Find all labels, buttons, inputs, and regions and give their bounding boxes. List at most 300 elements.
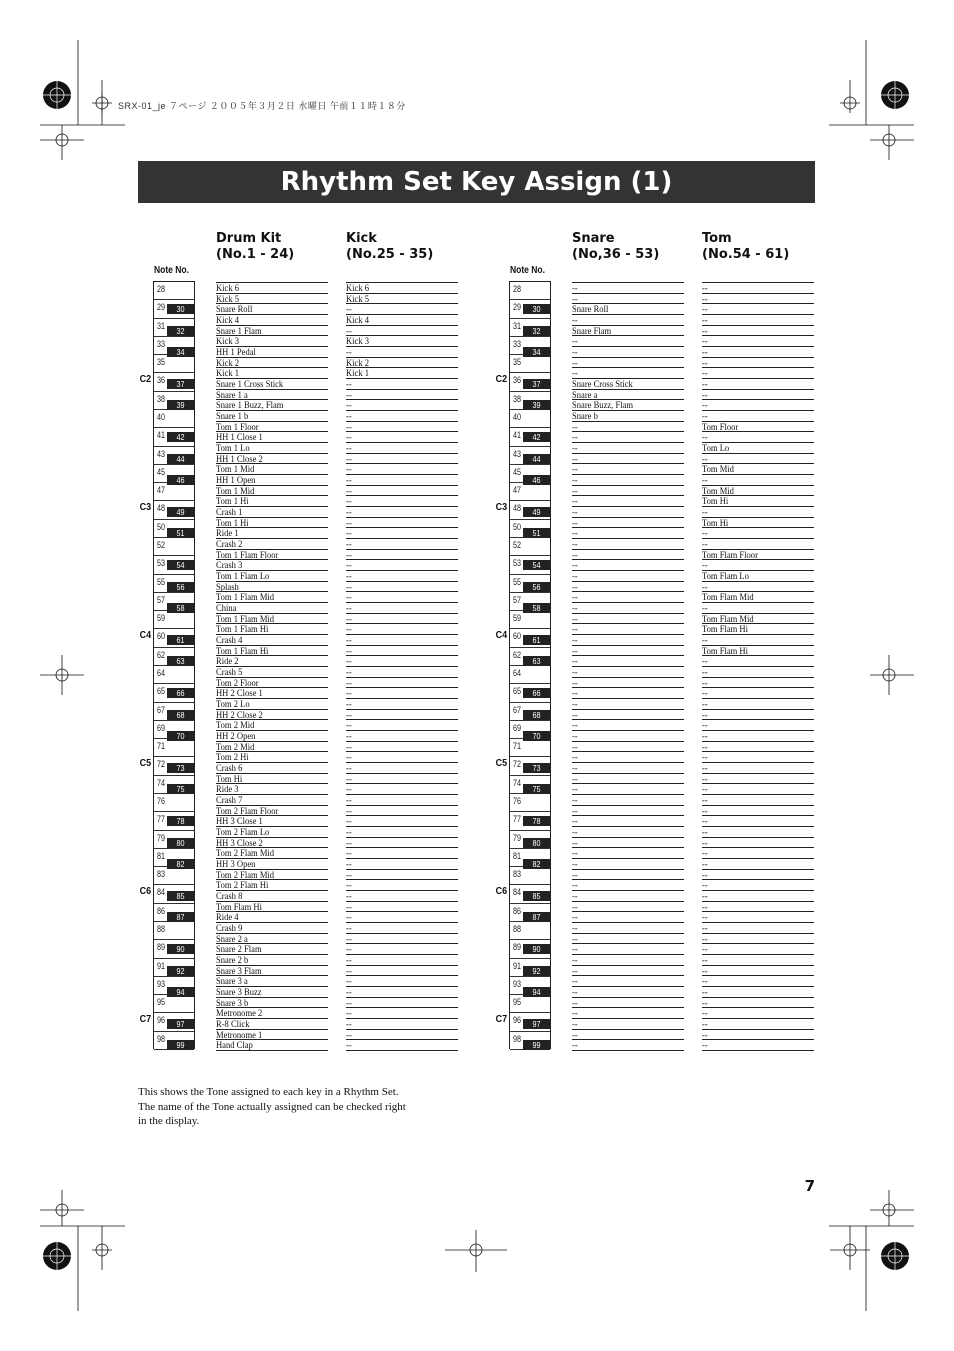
white-key-label: 72 [513,759,522,770]
assign-entry-text: -- [346,869,352,880]
assign-entry-text: Tom 2 Hi [216,752,249,762]
assign-entry [216,570,328,581]
assign-entry [702,570,814,581]
white-key-label: 91 [513,960,522,971]
black-key-label: 75 [176,784,185,795]
white-key-label: 93 [157,978,166,989]
assign-entry-text: -- [572,645,578,656]
assign-entry-text: -- [346,944,352,954]
keyboard-left [153,281,195,1049]
assign-entry [346,581,458,592]
assign-entry-text: -- [346,997,352,1008]
white-key-label: 41 [157,430,166,441]
black-key [523,987,550,997]
black-key-label: 94 [532,986,541,997]
assign-entry [702,783,814,794]
assign-entry-text: -- [702,987,708,997]
assign-entry-text: Ride 2 [216,656,239,666]
assign-entry-text: -- [346,379,352,389]
white-key-label: 76 [513,796,522,806]
assign-entry-text: -- [572,699,578,709]
assign-entry-text: -- [702,1040,708,1050]
assign-entry [702,997,814,1008]
assign-entry [216,581,328,592]
assign-entry [216,890,328,901]
assign-entry-text: -- [702,453,708,464]
assign-entry-text: -- [702,827,708,837]
black-key-label: 68 [176,709,185,720]
assign-entry-text: Tom 1 Flam Hi [216,624,269,634]
assign-entry-text: -- [702,731,708,741]
assign-entry-text: -- [572,667,578,677]
assign-entry-text: -- [572,517,578,528]
assign-entry-text: Tom Lo [702,443,730,453]
black-key [167,507,194,517]
assign-entry [572,890,684,901]
assign-entry [346,335,458,346]
assign-entry [216,453,328,464]
white-key-label: 48 [513,503,522,514]
assign-entry-text: -- [572,549,578,560]
white-key-label: 36 [513,375,522,386]
black-key-label: 85 [532,890,541,901]
assign-entry [572,933,684,944]
white-key [510,922,550,940]
assign-entry [216,463,328,474]
assign-entry-text: HH 3 Close 2 [216,837,263,848]
assign-entry [702,559,814,570]
assign-entry-text: Crash 8 [216,891,243,901]
column-end-rule [572,1050,684,1051]
assign-entry [346,879,458,890]
assign-entry [572,666,684,677]
white-key [154,538,194,556]
assign-entry [572,794,684,805]
assign-entry [572,303,684,314]
assign-entry [346,858,458,869]
assign-entry [702,655,814,666]
assign-entry-text: -- [702,635,708,645]
assign-entry [572,943,684,954]
black-key [523,400,550,410]
assign-entry-text: -- [572,784,578,794]
assign-entry-text: -- [572,677,578,688]
assign-entry-text: Crash 6 [216,763,243,773]
assign-entry-text: Ride 3 [216,784,239,794]
assign-entry-text: -- [346,389,352,400]
assign-entry [346,282,458,293]
assign-entry [216,901,328,912]
black-key-label: 42 [176,432,185,443]
note-no-label-right: Note No. [510,265,545,276]
assign-entry-text: HH 3 Open [216,859,256,869]
white-key-label: 57 [513,594,522,605]
black-key [523,763,550,773]
assign-entry [346,506,458,517]
assign-entry [346,655,458,666]
assign-entry [216,858,328,869]
assign-entry [702,346,814,357]
column-header-drum-kit: Drum Kit (No.1 - 24) [216,231,295,262]
assign-entry-text: -- [702,741,708,752]
assign-entry-text: -- [572,603,578,613]
assign-entry-text: -- [346,571,352,581]
assign-entry-text: -- [702,411,708,421]
assign-entry-text: Tom Flam Mid [702,613,754,624]
black-key [167,731,194,741]
assign-entry [702,581,814,592]
assign-entry-text: -- [346,411,352,421]
white-key-label: 89 [513,942,522,953]
black-key-label: 58 [532,602,541,613]
assign-entry-text: -- [702,923,708,933]
assign-entry-text: Tom 2 Lo [216,699,250,709]
assign-entry [346,485,458,496]
black-key [523,784,550,794]
assign-entry [346,410,458,421]
white-key-label: 76 [157,796,166,806]
assign-entry-text: Tom Flam Mid [702,592,754,602]
black-key [167,347,194,357]
assign-entry [346,911,458,922]
assign-entry-text: Snare a [572,389,598,400]
assign-entry [216,549,328,560]
black-key [523,347,550,357]
assign-entry-text: Snare 1 Flam [216,325,262,336]
black-key-label: 49 [532,506,541,517]
white-key [154,995,194,1013]
assign-entry-text: -- [702,560,708,570]
black-key [167,1019,194,1029]
assign-entry [216,389,328,400]
assign-entry-text: -- [702,336,708,346]
assign-entry [216,751,328,762]
assign-entry-text: Tom 2 Flam Hi [216,880,269,890]
black-key-label: 99 [532,1040,541,1051]
assign-entry [572,410,684,421]
assign-entry [346,623,458,634]
assign-entry-text: -- [572,368,578,378]
assign-entry-text: -- [702,539,708,549]
assign-entry [702,623,814,634]
assign-entry [702,527,814,538]
white-key-label: 83 [157,869,166,880]
white-key [510,867,550,885]
assign-entry-text: -- [346,485,352,496]
assign-entry-text: -- [572,816,578,826]
assign-entry-text: -- [702,891,708,901]
assign-entry [346,687,458,698]
assign-entry [572,869,684,880]
black-key [167,326,194,336]
black-key [167,656,194,666]
assign-entry [572,751,684,762]
assign-entry-text: -- [346,464,352,474]
assign-entry [216,282,328,293]
assign-entry-text: -- [346,517,352,528]
assign-entry [572,367,684,378]
assign-entry [216,346,328,357]
assign-entry [702,805,814,816]
white-key-label: 64 [157,668,166,678]
black-key-label: 49 [176,506,185,517]
assign-entry [702,293,814,304]
white-key-label: 47 [513,485,522,496]
assign-entry [346,517,458,528]
white-key-label: 89 [157,942,166,953]
assign-entry-text: Snare 3 b [216,997,249,1008]
assign-entry [216,303,328,314]
white-key-label: 50 [513,521,522,532]
white-key-label: 55 [157,576,166,587]
white-key [154,794,194,812]
white-key-label: 88 [157,924,166,934]
assign-entry-text: -- [346,923,352,933]
assign-entry [216,1039,328,1050]
assign-entry-text: -- [346,688,352,698]
black-key [523,656,550,666]
white-key-label: 72 [157,759,166,770]
black-key [523,944,550,954]
assign-entry [216,442,328,453]
assign-entry-text: -- [346,549,352,560]
column-header-tom: Tom (No.54 - 61) [702,231,790,262]
assign-entry [216,495,328,506]
white-key-label: 95 [157,997,166,1008]
black-key [523,1040,550,1050]
assign-entry [572,815,684,826]
assign-entry [216,506,328,517]
assign-entry-text: -- [572,496,578,506]
assign-entry [216,538,328,549]
assign-entry [702,954,814,965]
assign-entry [702,773,814,784]
assign-entry [572,517,684,528]
assign-entry-text: Snare 2 b [216,955,249,965]
black-key [523,560,550,570]
assign-entry [346,325,458,336]
assign-entry-text: -- [572,507,578,517]
black-key-label: 94 [176,986,185,997]
assign-entry [216,517,328,528]
assign-entry-text: -- [572,688,578,698]
assign-entry-text: -- [346,891,352,901]
assign-entry [346,357,458,368]
assign-entry [572,431,684,442]
black-key-label: 80 [176,837,185,848]
assign-entry [572,527,684,538]
assign-entry [346,922,458,933]
assign-entry [702,762,814,773]
assign-entry [346,591,458,602]
white-key-label: 67 [157,704,166,715]
assign-entry [216,943,328,954]
assign-entry [216,666,328,677]
black-key-label: 37 [532,378,541,389]
octave-label: C3 [139,502,152,514]
assign-entry [572,687,684,698]
assign-entry-text: Tom Hi [702,496,729,506]
white-key-label: 45 [157,466,166,477]
black-key [167,784,194,794]
assign-entry [572,399,684,410]
white-key-label: 47 [157,485,166,496]
black-key-label: 90 [176,944,185,955]
assign-entry [572,421,684,432]
assign-entry [702,677,814,688]
assign-entry-text: -- [572,315,578,325]
black-key-label: 32 [532,325,541,336]
black-key [167,560,194,570]
black-key [167,304,194,314]
assign-entry-text: -- [702,955,708,965]
assign-entry [572,773,684,784]
assign-entry [572,346,684,357]
white-key-label: 33 [157,338,166,349]
assign-entry [216,367,328,378]
assign-entry [702,794,814,805]
assign-entry [216,1018,328,1029]
assign-entry-text: -- [702,816,708,826]
assign-entry-text: -- [572,944,578,954]
assign-entry-text: -- [346,400,352,410]
assign-entry [216,794,328,805]
black-key-label: 70 [176,730,185,741]
assign-entry-text: Tom 1 Mid [216,464,255,474]
black-key-label: 73 [176,762,185,773]
assign-entry [572,805,684,816]
assign-entry-text: -- [702,848,708,858]
assign-entry [346,730,458,741]
white-key [510,282,550,300]
assign-entry [346,666,458,677]
black-key [167,816,194,826]
assign-entry [346,762,458,773]
white-key-label: 69 [513,722,522,733]
assign-entry-text: Kick 5 [346,293,370,304]
assign-entry [346,634,458,645]
assign-entry [572,453,684,464]
assign-entry-text: -- [702,379,708,389]
assign-entry [346,709,458,720]
assign-entry [216,773,328,784]
assign-entry [572,677,684,688]
assign-entry-text: Crash 1 [216,507,243,517]
assign-entry [702,847,814,858]
white-key-label: 62 [513,649,522,660]
black-key-label: 68 [532,709,541,720]
assign-entry [572,954,684,965]
assign-entry-text: -- [346,443,352,453]
assign-entry-text: -- [702,912,708,922]
assign-entry [572,442,684,453]
assign-entry-text: Kick 1 [216,368,240,378]
assign-entry [702,986,814,997]
assign-entry [702,698,814,709]
assign-entry [216,602,328,613]
black-key-label: 87 [532,912,541,923]
white-key-label: 60 [157,631,166,642]
white-key-label: 31 [157,320,166,331]
black-key-label: 97 [176,1018,185,1029]
black-key-label: 78 [176,816,185,827]
assign-entry [572,474,684,485]
assign-entry-text: Snare Buzz, Flam [572,400,634,410]
black-key-label: 51 [176,528,185,539]
white-key-label: 96 [157,1015,166,1026]
assign-entry-text: -- [572,901,578,912]
assign-entry [346,986,458,997]
assign-entry [572,325,684,336]
assign-entry [572,986,684,997]
assign-entry [702,730,814,741]
white-key-label: 28 [157,284,166,294]
white-key-label: 96 [513,1015,522,1026]
assign-entry [572,538,684,549]
assign-entry-text: -- [346,933,352,944]
assign-entry-text: -- [702,720,708,730]
assign-entry-text: -- [702,709,708,720]
assign-entry-text: -- [702,752,708,762]
assign-entry [702,837,814,848]
white-key-label: 31 [513,320,522,331]
assign-entry-text: Snare 3 a [216,976,248,986]
assign-entry [572,922,684,933]
assign-entry [216,677,328,688]
black-key [167,528,194,538]
assign-entry-text: -- [572,432,578,442]
white-key-label: 40 [513,412,522,422]
black-key [167,475,194,485]
assign-entry [702,719,814,730]
assign-entry [572,634,684,645]
black-key [167,912,194,922]
assign-entry [572,709,684,720]
assign-entry [702,282,814,293]
assign-entry [572,389,684,400]
assign-entry [572,570,684,581]
assign-entry-text: -- [346,603,352,613]
assign-entry [702,943,814,954]
black-key [167,688,194,698]
assign-entry [346,602,458,613]
assign-entry [216,997,328,1008]
white-key-label: 98 [513,1033,522,1044]
black-key [523,454,550,464]
assign-entry [702,463,814,474]
assign-entry-text: Kick 2 [216,357,240,368]
black-key [523,432,550,442]
assign-entry [702,591,814,602]
white-key-label: 95 [513,997,522,1008]
assign-entry [346,399,458,410]
black-key-label: 34 [532,346,541,357]
assign-entry-text: -- [346,613,352,624]
assign-entry [346,495,458,506]
assign-entry-text: Tom 2 Flam Mid [216,848,275,858]
black-key-label: 51 [532,528,541,539]
assign-entry [572,965,684,976]
octave-label: C5 [495,758,508,770]
black-key [523,731,550,741]
assign-entry [346,933,458,944]
white-key [510,611,550,629]
assign-entry-text: Tom Flam Hi [216,901,262,912]
assign-entry [346,346,458,357]
assign-entry [346,837,458,848]
assign-entry-text: Tom Flam Hi [702,645,748,656]
assign-entry-text: -- [346,1008,352,1018]
